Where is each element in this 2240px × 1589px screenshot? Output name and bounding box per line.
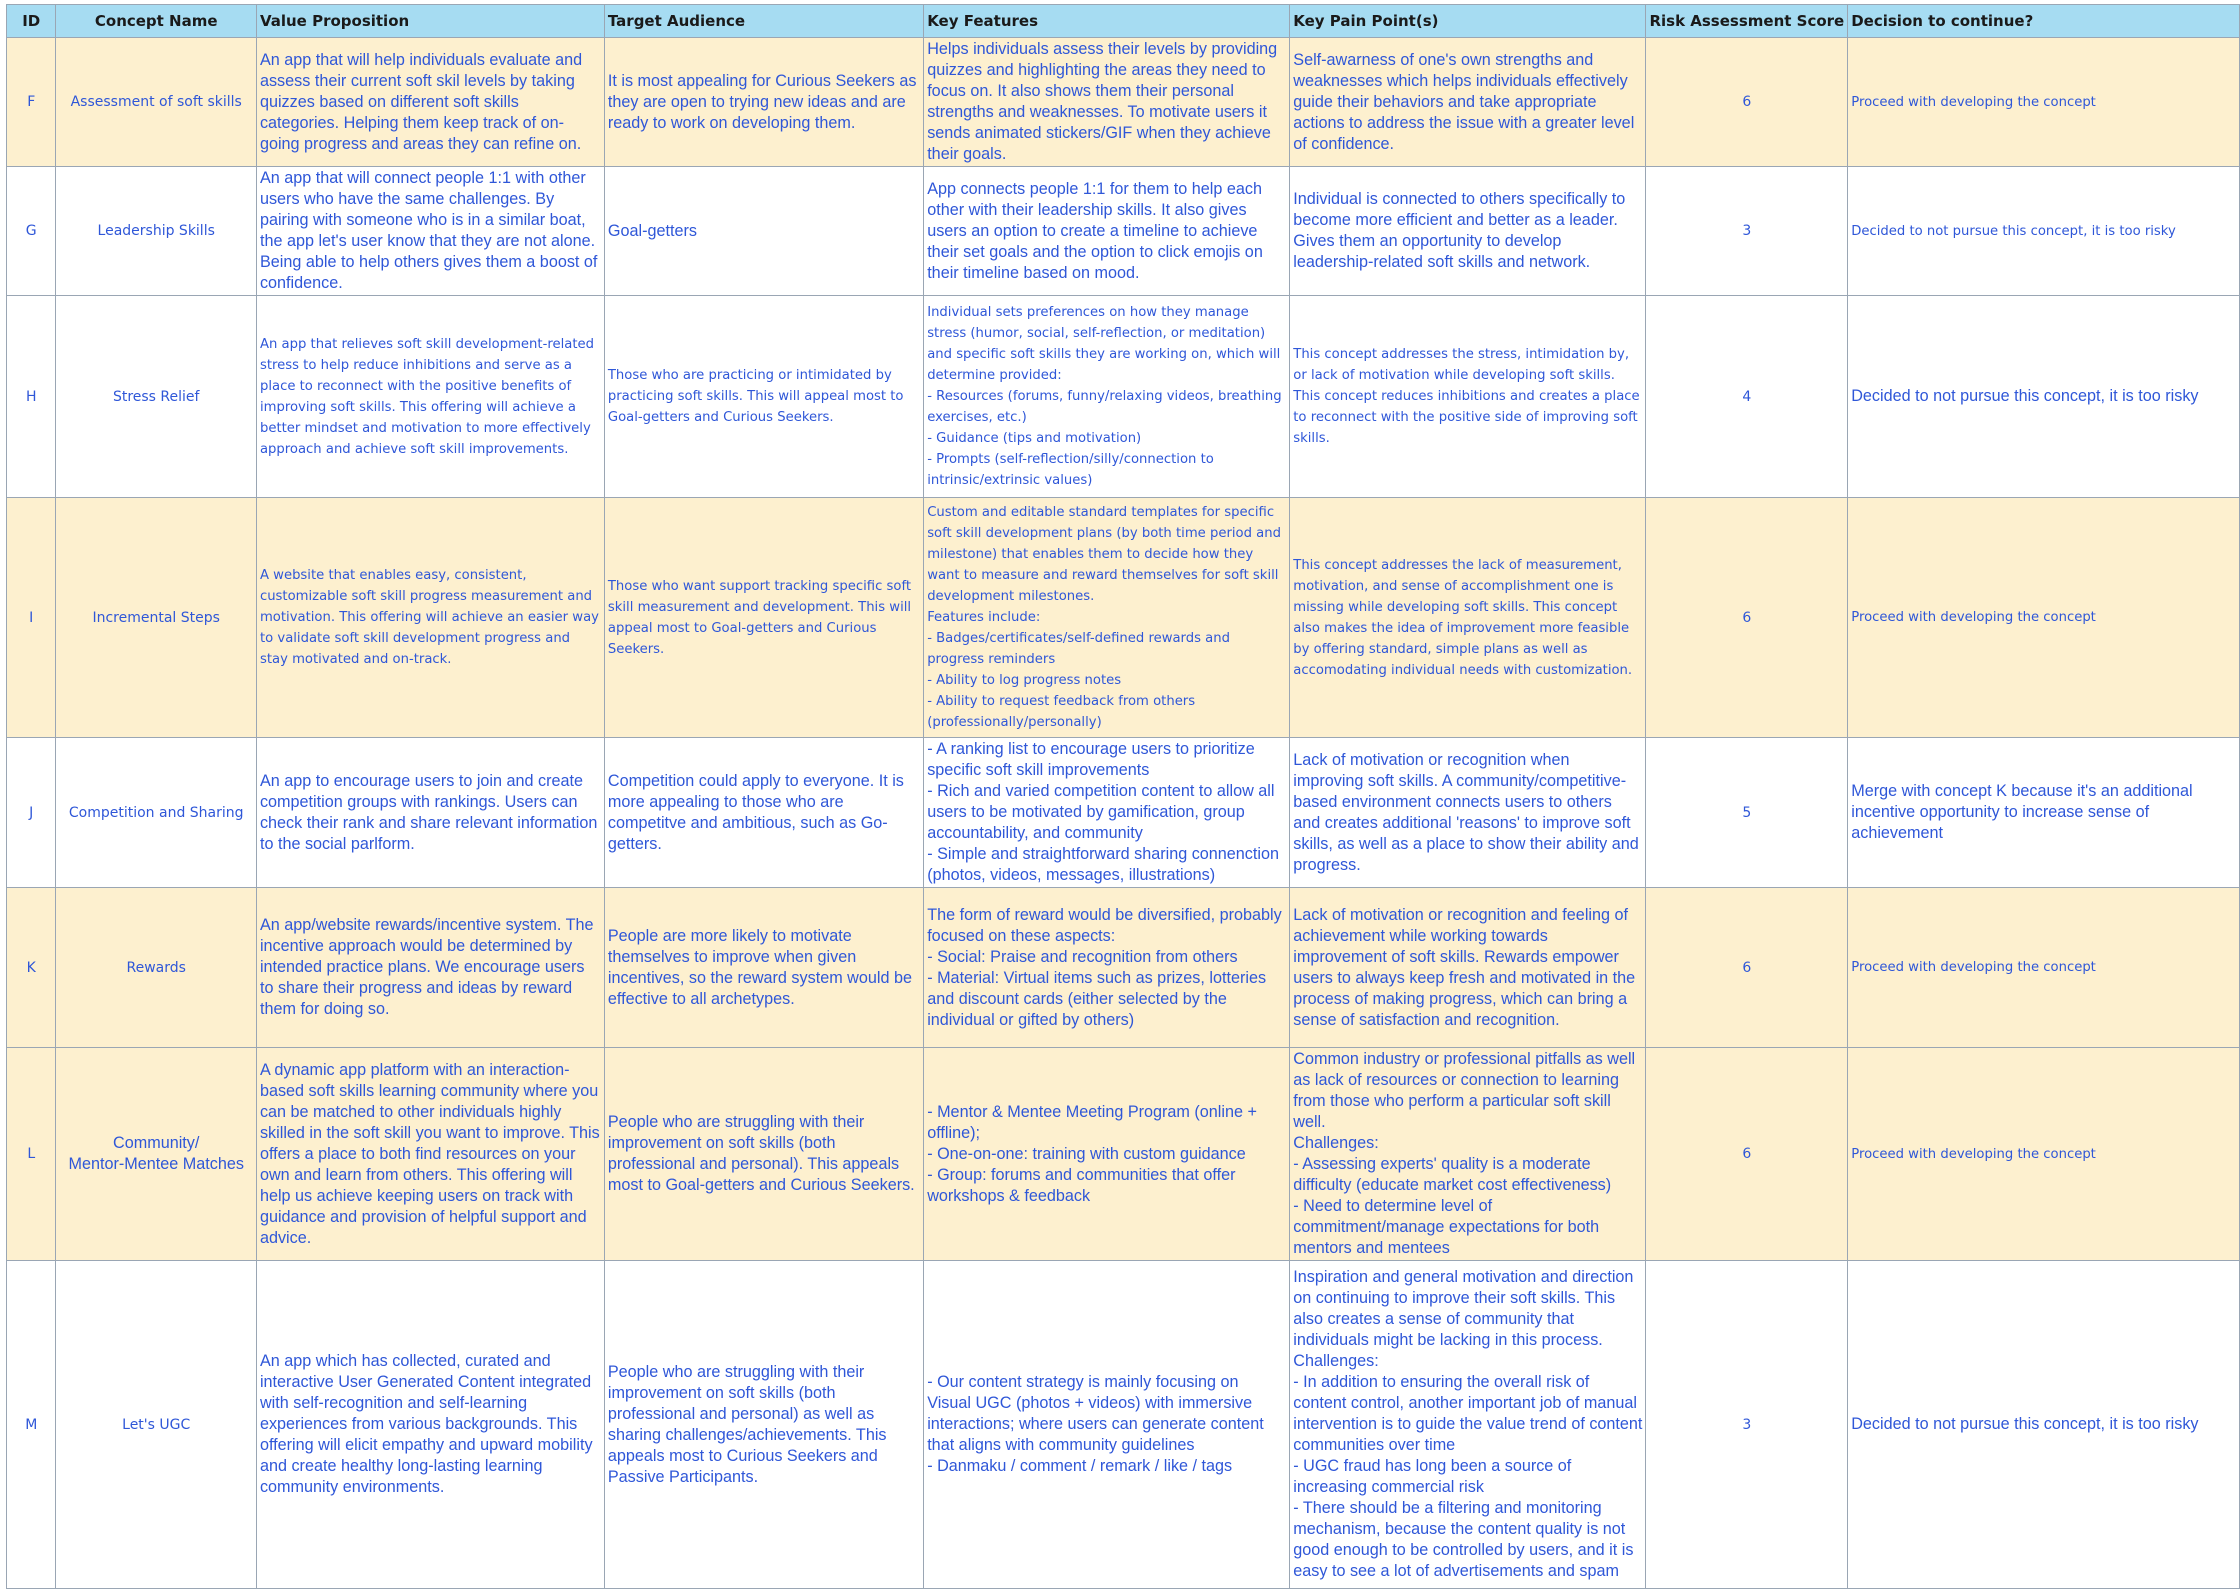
table-row [7,296,2240,498]
cell-key-pain-points[interactable]: This concept addresses the stress, intimidation by, or lack of motivation while developing soft skills. This concept reduces inhibitions and creates a place to reconnect with the positive side of improving soft skills. [1290,296,1646,498]
cell-target-audience[interactable]: People who are struggling with their improvement on soft skills (both professional and personal) as well as sharing challenges/achievements. This appeals most to Curious Seekers and Passive Participants. [604,1261,923,1589]
cell-risk-score[interactable]: 3 [1646,167,1848,296]
cell-key-features[interactable]: Helps individuals assess their levels by providing quizzes and highlighting the areas they need to focus on. It also shows them their personal strengths and weaknesses. To motivate users it sends animated stickers/GIF when they achieve their goals. [924,38,1290,167]
cell-id[interactable]: G [7,167,56,296]
cell-id[interactable]: J [7,738,56,888]
table-row [7,888,2240,1048]
header-risk-score[interactable]: Risk Assessment Score [1646,5,1848,38]
cell-concept-name[interactable]: Competition and Sharing [56,738,256,888]
cell-id[interactable]: H [7,296,56,498]
cell-decision[interactable]: Decided to not pursue this concept, it is too risky [1848,167,2240,296]
cell-value-proposition[interactable]: A dynamic app platform with an interaction-based soft skills learning community where you can be matched to other individuals highly skilled in the soft skill you want to improve. This offers a place to both find resources on your own and learn from others. This offering will help us achieve keeping users on track with guidance and provision of helpful support and advice. [256,1048,604,1261]
cell-key-pain-points[interactable]: Common industry or professional pitfalls as well as lack of resources or connection to learning from those who perform a particular soft skill well. Challenges: - Assessing experts' quality is a moderate difficulty (educate market cost effectiveness) - Need to determine level of commitment/manage expectations for both mentors and mentees [1290,1048,1646,1261]
cell-concept-name[interactable]: Rewards [56,888,256,1048]
cell-risk-score[interactable]: 6 [1646,888,1848,1048]
cell-value-proposition[interactable]: An app that will connect people 1:1 with other users who have the same challenges. By pairing with someone who is in a similar boat, the app let's user know that they are not alone. Being able to help others gives them a boost of confidence. [256,167,604,296]
cell-decision[interactable]: Proceed with developing the concept [1848,888,2240,1048]
concept-evaluation-table [6,4,2240,1589]
cell-decision[interactable]: Merge with concept K because it's an additional incentive opportunity to increase sense of achievement [1848,738,2240,888]
cell-concept-name[interactable]: Community/ Mentor-Mentee Matches [56,1048,256,1261]
table-row [7,738,2240,888]
cell-key-pain-points[interactable]: Individual is connected to others specifically to become more efficient and better as a leader. Gives them an opportunity to develop leadership-related soft skills and network. [1290,167,1646,296]
cell-risk-score[interactable]: 6 [1646,498,1848,738]
cell-decision[interactable]: Decided to not pursue this concept, it is too risky [1848,296,2240,498]
cell-concept-name[interactable]: Incremental Steps [56,498,256,738]
cell-decision[interactable]: Proceed with developing the concept [1848,1048,2240,1261]
cell-decision[interactable]: Decided to not pursue this concept, it is too risky [1848,1261,2240,1589]
cell-key-features[interactable]: Individual sets preferences on how they manage stress (humor, social, self-reflection, or meditation) and specific soft skills they are working on, which will determine provided: - Resources (forums, funny/relaxing videos, breathing exercises, etc.) - Guidance (tips and motivation) - Prompts (self-reflection/silly/connection to intrinsic/extrinsic values) [924,296,1290,498]
cell-target-audience[interactable]: Competition could apply to everyone. It is more appealing to those who are competitve and ambitious, such as Go-getters. [604,738,923,888]
cell-target-audience[interactable]: Those who are practicing or intimidated by practicing soft skills. This will appeal most to Goal-getters and Curious Seekers. [604,296,923,498]
cell-concept-name[interactable]: Let's UGC [56,1261,256,1589]
cell-target-audience[interactable]: It is most appealing for Curious Seekers as they are open to trying new ideas and are ready to work on developing them. [604,38,923,167]
table-row [7,1048,2240,1261]
cell-target-audience[interactable]: People are more likely to motivate themselves to improve when given incentives, so the reward system would be effective to all archetypes. [604,888,923,1048]
cell-risk-score[interactable]: 6 [1646,38,1848,167]
cell-concept-name[interactable]: Stress Relief [56,296,256,498]
cell-key-features[interactable]: App connects people 1:1 for them to help each other with their leadership skills. It also gives users an option to create a timeline to achieve their set goals and the option to click emojis on their timeline based on mood. [924,167,1290,296]
cell-key-pain-points[interactable]: Inspiration and general motivation and direction on continuing to improve their soft skills. This also creates a sense of community that individuals might be lacking in this process. Challenges: - In addition to ensuring the overall risk of content control, another important job of manual intervention is to guide the value trend of content communities over time - UGC fraud has long been a source of increasing commercial risk - There should be a filtering and monitoring mechanism, because the content quality is not good enough to be controlled by users, and it is easy to see a lot of advertisements and spam [1290,1261,1646,1589]
cell-key-features[interactable]: Custom and editable standard templates for specific soft skill development plans (by both time period and milestone) that enables them to decide how they want to measure and reward themselves for soft skill development milestones. Features include: - Badges/certificates/self-defined rewards and progress reminders - Ability to log progress notes - Ability to request feedback from others (professionally/personally) [924,498,1290,738]
header-key-pain-points[interactable]: Key Pain Point(s) [1290,5,1646,38]
cell-value-proposition[interactable]: An app which has collected, curated and interactive User Generated Content integrated with self-recognition and self-learning experiences from various backgrounds. This offering will elicit empathy and upward mobility and create healthy long-lasting learning community environments. [256,1261,604,1589]
header-value-proposition[interactable]: Value Proposition [256,5,604,38]
header-row [7,5,2240,38]
cell-key-features[interactable]: The form of reward would be diversified, probably focused on these aspects: - Social: Praise and recognition from others - Material: Virtual items such as prizes, lotteries and discount cards (either selected by the individual or gifted by others) [924,888,1290,1048]
cell-risk-score[interactable]: 4 [1646,296,1848,498]
cell-key-features[interactable]: - Mentor & Mentee Meeting Program (online + offline); - One-on-one: training with custom guidance - Group: forums and communities that offer workshops & feedback [924,1048,1290,1261]
cell-key-features[interactable]: - Our content strategy is mainly focusing on Visual UGC (photos + videos) with immersive interactions; where users can generate content that aligns with community guidelines - Danmaku / comment / remark / like / tags [924,1261,1290,1589]
cell-risk-score[interactable]: 6 [1646,1048,1848,1261]
cell-risk-score[interactable]: 5 [1646,738,1848,888]
cell-id[interactable]: I [7,498,56,738]
cell-value-proposition[interactable]: An app to encourage users to join and create competition groups with rankings. Users can check their rank and share relevant information to the social parlform. [256,738,604,888]
cell-value-proposition[interactable]: An app/website rewards/incentive system. The incentive approach would be determined by intended practice plans. We encourage users to share their progress and ideas by reward them for doing so. [256,888,604,1048]
cell-risk-score[interactable]: 3 [1646,1261,1848,1589]
cell-key-pain-points[interactable]: Lack of motivation or recognition and feeling of achievement while working towards improvement of soft skills. Rewards empower users to always keep fresh and motivated in the process of making progress, which can bring a sense of satisfaction and recognition. [1290,888,1646,1048]
cell-target-audience[interactable]: Goal-getters [604,167,923,296]
header-decision[interactable]: Decision to continue? [1848,5,2240,38]
header-key-features[interactable]: Key Features [924,5,1290,38]
table-row [7,1261,2240,1589]
header-concept-name[interactable]: Concept Name [56,5,256,38]
table-row [7,167,2240,296]
cell-key-pain-points[interactable]: Lack of motivation or recognition when improving soft skills. A community/competitive-based environment connects users to others and creates additional 'reasons' to improve soft skills, as well as a place to show their ability and progress. [1290,738,1646,888]
header-target-audience[interactable]: Target Audience [604,5,923,38]
header-id[interactable]: ID [7,5,56,38]
cell-id[interactable]: L [7,1048,56,1261]
cell-value-proposition[interactable]: An app that relieves soft skill development-related stress to help reduce inhibitions and serve as a place to reconnect with the positive benefits of improving soft skills. This offering will achieve a better mindset and motivation to more effectively approach and achieve soft skill improvements. [256,296,604,498]
cell-key-pain-points[interactable]: Self-awarness of one's own strengths and weaknesses which helps individuals effectively guide their behaviors and take appropriate actions to address the issue with a greater level of confidence. [1290,38,1646,167]
table-row [7,498,2240,738]
cell-value-proposition[interactable]: A website that enables easy, consistent, customizable soft skill progress measurement and motivation. This offering will achieve an easier way to validate soft skill development progress and stay motivated and on-track. [256,498,604,738]
table-row [7,38,2240,167]
cell-id[interactable]: F [7,38,56,167]
cell-concept-name[interactable]: Leadership Skills [56,167,256,296]
cell-concept-name[interactable]: Assessment of soft skills [56,38,256,167]
cell-id[interactable]: K [7,888,56,1048]
cell-value-proposition[interactable]: An app that will help individuals evaluate and assess their current soft skil levels by taking quizzes based on different soft skills categories. Helping them keep track of on-going progress and areas they can refine on. [256,38,604,167]
cell-target-audience[interactable]: Those who want support tracking specific soft skill measurement and development. This will appeal most to Goal-getters and Curious Seekers. [604,498,923,738]
cell-id[interactable]: M [7,1261,56,1589]
cell-decision[interactable]: Proceed with developing the concept [1848,498,2240,738]
cell-key-features[interactable]: - A ranking list to encourage users to prioritize specific soft skill improvements - Rich and varied competition content to allow all users to be motivated by gamification, group accountability, and community - Simple and straightforward sharing connenction (photos, videos, messages, illustrations) [924,738,1290,888]
cell-target-audience[interactable]: People who are struggling with their improvement on soft skills (both professional and personal). This appeals most to Goal-getters and Curious Seekers. [604,1048,923,1261]
cell-decision[interactable]: Proceed with developing the concept [1848,38,2240,167]
cell-key-pain-points[interactable]: This concept addresses the lack of measurement, motivation, and sense of accomplishment one is missing while developing soft skills. This concept also makes the idea of improvement more feasible by offering standard, simple plans as well as accomodating individual needs with customization. [1290,498,1646,738]
